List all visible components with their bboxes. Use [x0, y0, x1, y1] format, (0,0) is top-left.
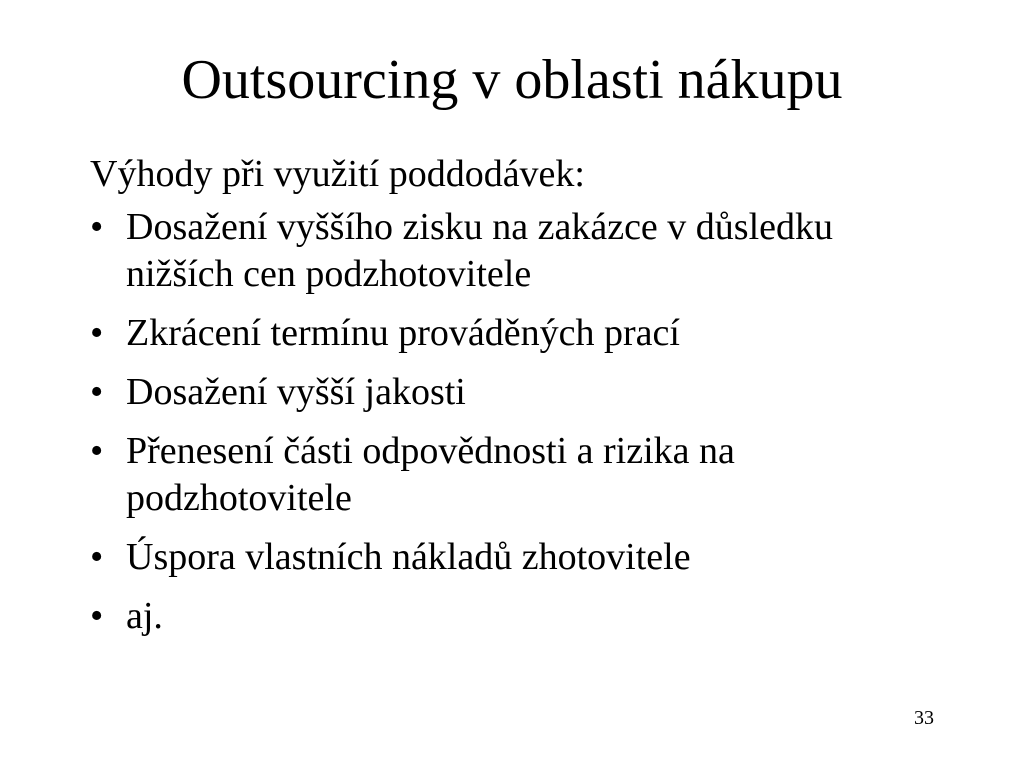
bullet-text: Zkrácení termínu prováděných prací — [126, 312, 680, 354]
bullet-item — [90, 369, 950, 416]
bullet-text: Dosažení vyššího zisku na zakázce v důsledku nižších cen podzhotovitele — [126, 206, 834, 295]
bullet-item — [90, 593, 950, 640]
bullet-icon: • — [90, 595, 104, 637]
bullet-icon: • — [90, 430, 104, 472]
bullet-text: Přenesení části odpovědnosti a rizika na podzhotovitele — [126, 430, 735, 519]
bullet-text: aj. — [126, 595, 163, 637]
bullet-item — [90, 310, 950, 357]
slide-title: Outsourcing v oblasti nákupu — [181, 49, 843, 111]
page-number: 33 — [914, 707, 934, 729]
intro-text: Výhody při využití poddodávek: — [90, 153, 585, 195]
slide-content — [90, 150, 950, 652]
bullet-item — [90, 204, 950, 298]
bullet-list — [90, 204, 950, 640]
bullet-icon: • — [90, 206, 104, 248]
bullet-text: Úspora vlastních nákladů zhotovitele — [126, 536, 691, 578]
bullet-item — [90, 534, 950, 581]
bullet-text: Dosažení vyšší jakosti — [126, 371, 466, 413]
bullet-icon: • — [90, 536, 104, 578]
bullet-icon: • — [90, 312, 104, 354]
bullet-icon: • — [90, 371, 104, 413]
bullet-item — [90, 428, 950, 522]
